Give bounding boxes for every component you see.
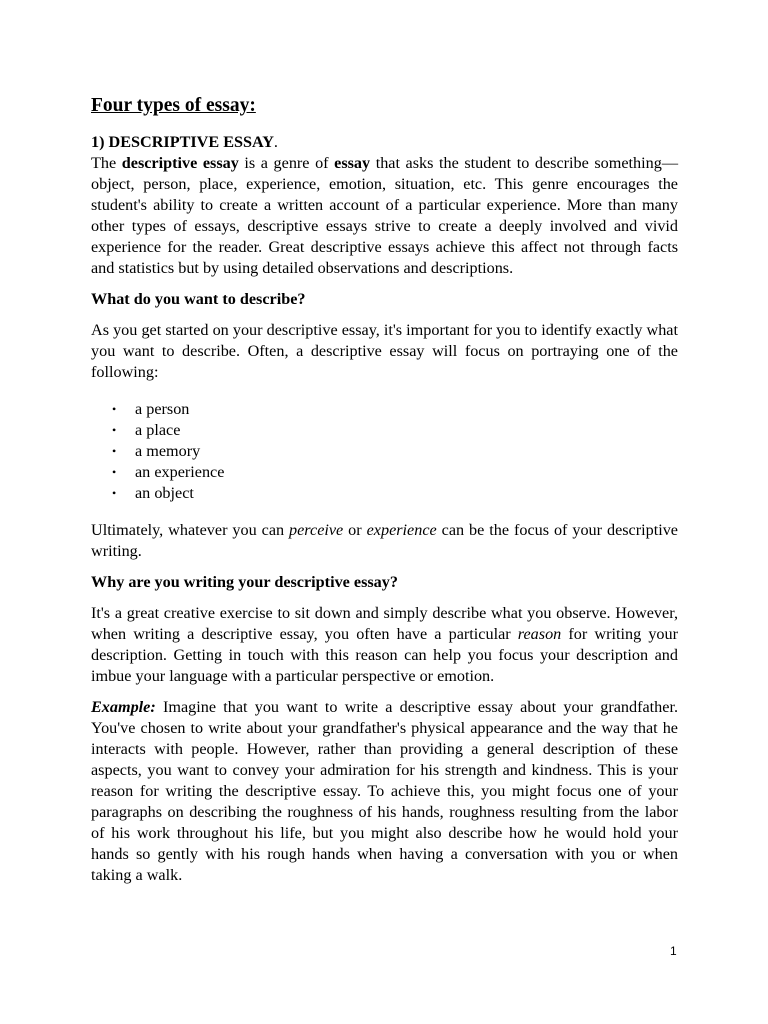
list-item [112,441,678,462]
intro-paragraph [91,153,678,279]
describe-list [91,399,678,504]
bullet-icon: • [112,423,117,437]
intro-text-1: The [91,154,122,172]
list-item-text: an object [135,484,194,502]
intro-bold-term-2: essay [334,154,371,172]
ultimately-paragraph [91,520,678,562]
subheading-what-to-describe: What do you want to describe? [91,290,306,308]
list-item [112,462,678,483]
ultimately-text-1: Ultimately, whatever you can [91,521,290,539]
page-number: 1 [670,944,677,958]
bullet-icon: • [112,444,117,458]
bullet-icon: • [112,402,117,416]
section-heading [91,132,678,153]
exercise-italic-1: reason [517,625,562,643]
list-item-text: a place [135,421,181,439]
list-item-text: an experience [135,463,225,481]
list-item [112,399,678,420]
subheading-why-writing: Why are you writing your descriptive essay? [91,573,398,591]
example-label: Example: [91,698,156,716]
page-title: Four types of essay: [91,95,256,116]
bullet-icon: • [112,465,117,479]
describe-paragraph: As you get started on your descriptive essay, it's important for you to identify exactly what you want to describe. Often, a descriptive essay will focus on portraying one of the following: [91,321,678,381]
exercise-text-2: for writing your description. Getting in touch with this reason can help you focus your description and imbue your language with a particular perspective or emotion. [91,625,678,685]
ultimately-text-3: can be the focus of your descriptive writing. [91,521,678,560]
section-heading-period: . [273,133,278,151]
exercise-text-1: It's a great creative exercise to sit down and simply describe what you observe. However, when writing a descriptive essay, you often have a particular [91,604,678,643]
ultimately-text-2: or [343,521,367,539]
document-body [91,94,678,886]
intro-text-2: is a genre of [238,154,335,172]
list-item [112,483,678,504]
exercise-paragraph [91,603,678,687]
ultimately-italic-1: perceive [289,521,344,539]
list-item-text: a memory [135,442,201,460]
example-text: Imagine that you want to write a descriptive essay about your grandfather. You've chosen to write about your grandfather's physical appearance and the way that he interacts with people. However, rather than providing a general description of these aspects, you want to convey your admiration for his strength and kindness. This is your reason for writing the descriptive essay. To achieve this, you might focus one of your paragraphs on describing the roughness of his hands, roughness resulting from the labor of his work throughout his life, but you might also describe how he would hold your hands so gently with his rough hands when having a conversation with you or when taking a walk. [91,698,678,884]
intro-bold-term-1: descriptive essay [121,154,239,172]
intro-text-3: that asks the student to describe something—object, person, place, experience, emotion, situation, etc. This genre encourages the student's ability to create a written account of a particular experience. More than many other types of essays, descriptive essays strive to create a deeply involved and vivid experience for the reader. Great descriptive essays achieve this affect not through facts and statistics but by using detailed observations and descriptions. [91,154,679,277]
example-paragraph [91,697,678,886]
list-item-text: a person [135,400,190,418]
ultimately-italic-2: experience [366,521,437,539]
section-heading-text: 1) DESCRIPTIVE ESSAY [91,133,274,151]
bullet-icon: • [112,486,117,500]
list-item [112,420,678,441]
